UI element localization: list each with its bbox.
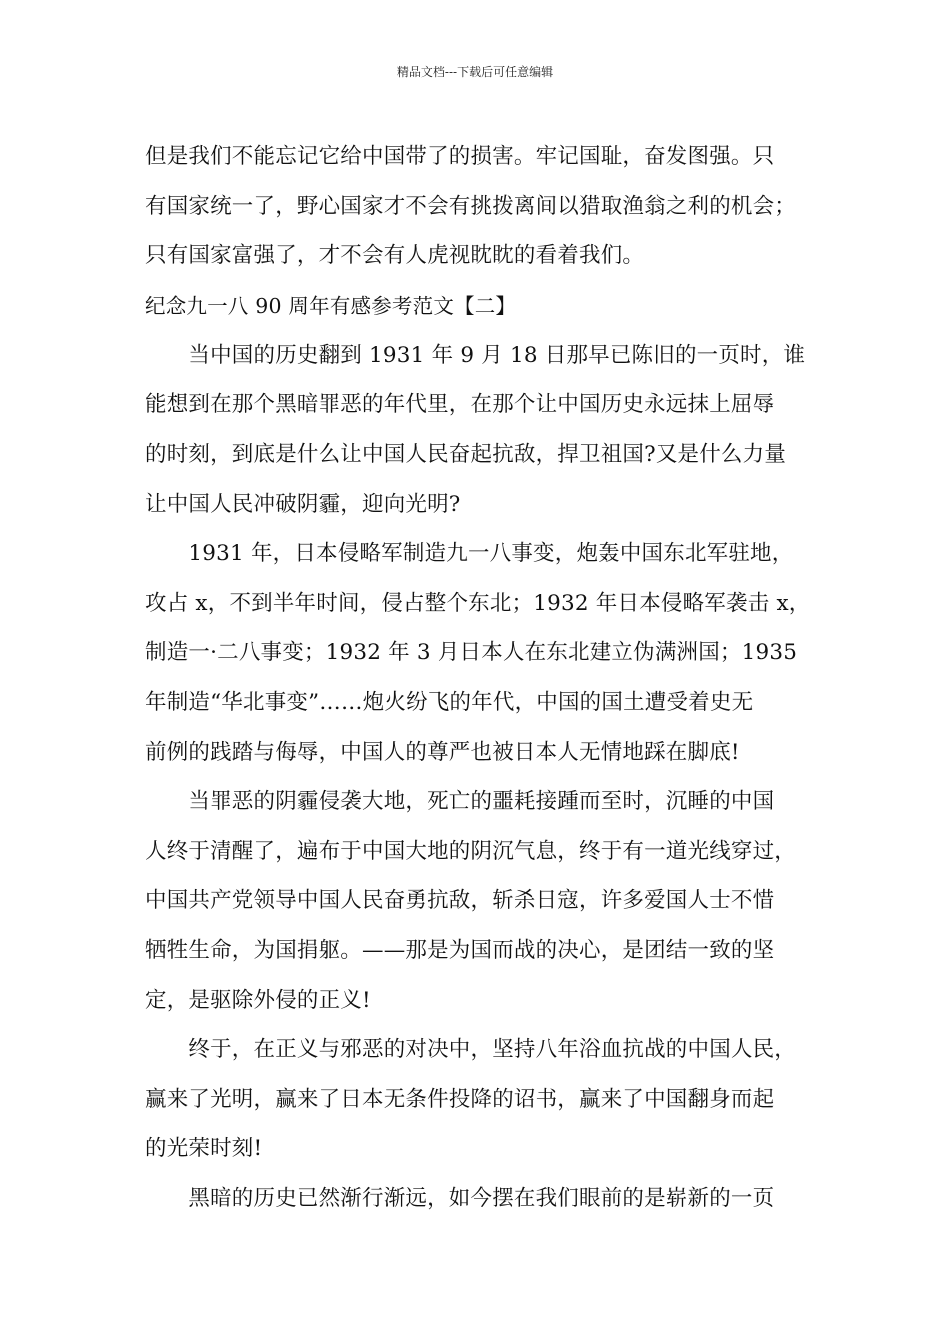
text-line: 年制造“华北事变”……炮火纷飞的年代，中国的国土遭受着史无: [145, 689, 754, 715]
text-line: 1931 年，日本侵略军制造九一八事变，炮轰中国东北军驻地，: [145, 541, 794, 567]
text-line: 的时刻，到底是什么让中国人民奋起抗敌，捍卫祖国?又是什么力量: [145, 441, 787, 467]
text-line: 能想到在那个黑暗罪恶的年代里，在那个让中国历史永远抹上屈辱: [145, 392, 775, 418]
text-line: 让中国人民冲破阴霾，迎向光明?: [145, 491, 461, 517]
document-body: [145, 132, 815, 1223]
page-header: 精品文档---下载后可任意编辑: [396, 65, 554, 79]
text-line: 当中国的历史翻到 1931 年 9 月 18 日那早已陈旧的一页时，谁: [145, 342, 806, 368]
text-line: 有国家统一了，野心国家才不会有挑拨离间以猎取渔翁之利的机会；: [145, 193, 797, 219]
text-line: 赢来了光明，赢来了日本无条件投降的诏书，赢来了中国翻身而起: [145, 1086, 775, 1112]
text-line: 的光荣时刻!: [145, 1136, 263, 1162]
text-line: 攻占 x，不到半年时间，侵占整个东北；1932 年日本侵略军袭击 x，: [145, 590, 811, 616]
text-line: 牺牲生命，为国捐躯。——那是为国而战的决心，是团结一致的坚: [145, 937, 775, 963]
text-line: 黑暗的历史已然渐行渐远，如今摆在我们眼前的是崭新的一页: [145, 1185, 775, 1211]
text-line: 中国共产党领导中国人民奋勇抗敌，斩杀日寇，许多爱国人士不惜: [145, 888, 775, 914]
section-heading: 纪念九一八 90 周年有感参考范文【二】: [145, 293, 517, 318]
text-line: 只有国家富强了，才不会有人虎视眈眈的看着我们。: [145, 243, 645, 269]
text-line: 前例的践踏与侮辱，中国人的尊严也被日本人无情地踩在脚底!: [145, 739, 740, 765]
text-line: 制造一·二八事变；1932 年 3 月日本人在东北建立伪满洲国；1935: [145, 640, 798, 666]
text-line: 但是我们不能忘记它给中国带了的损害。牢记国耻，奋发图强。只: [145, 144, 775, 169]
text-line: 当罪恶的阴霾侵袭大地，死亡的噩耗接踵而至时，沉睡的中国: [145, 789, 775, 815]
text-line: 定，是驱除外侵的正义!: [145, 987, 371, 1013]
text-line: 终于，在正义与邪恶的对决中，坚持八年浴血抗战的中国人民，: [145, 1037, 797, 1063]
text-line: 人终于清醒了，遍布于中国大地的阴沉气息，终于有一道光线穿过，: [145, 838, 797, 864]
